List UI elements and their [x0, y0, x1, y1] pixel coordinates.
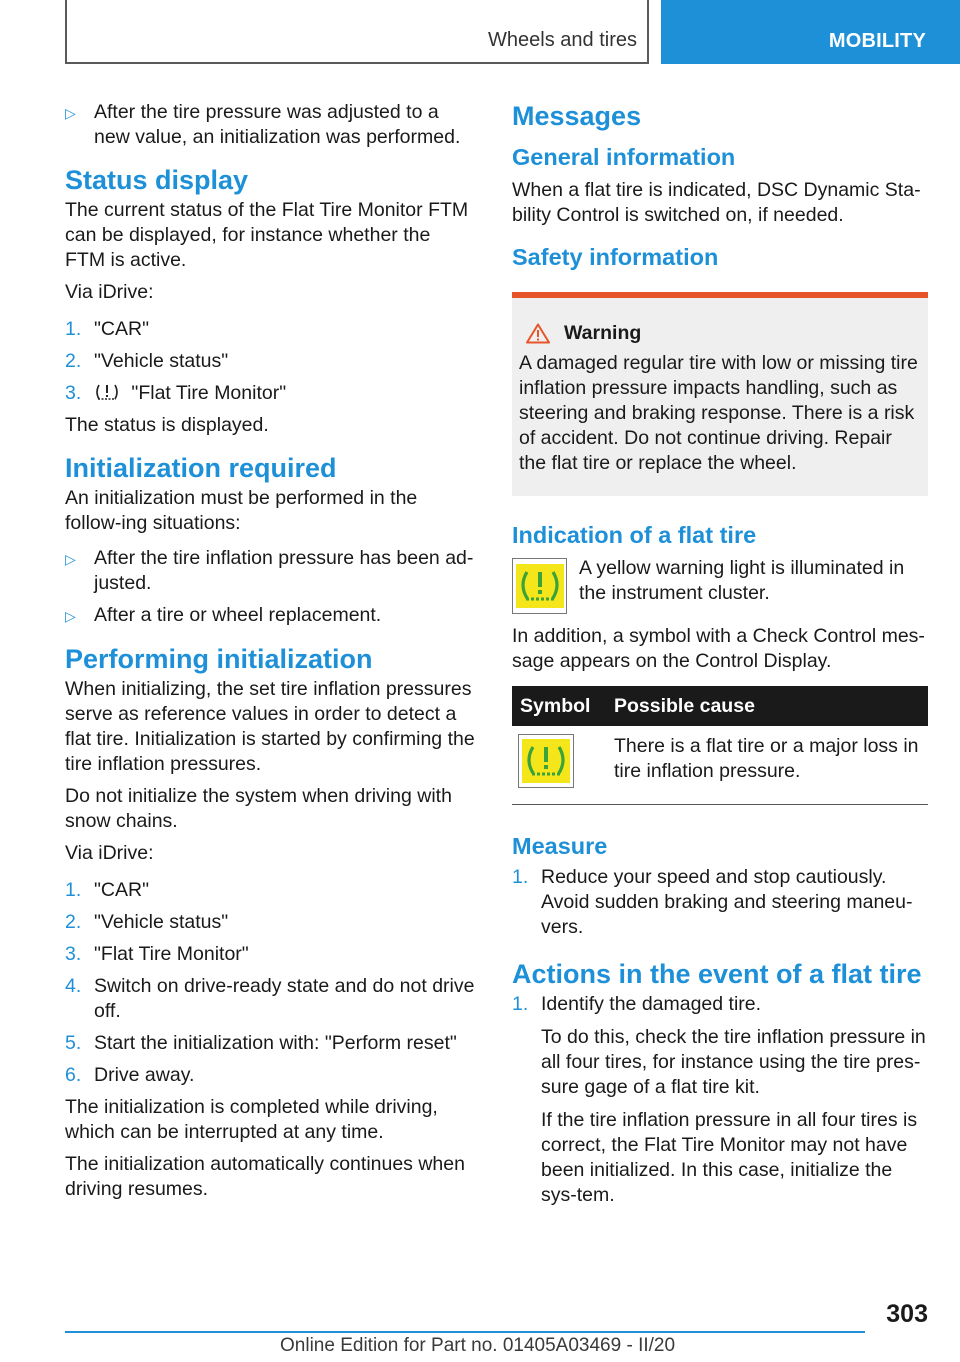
list-item: 6. Drive away. [65, 1064, 195, 1086]
paragraph: The status is displayed. [65, 414, 269, 436]
list-item: 1. Identify the damaged tire. To do this, check the tire inflation pressure in all four tires, for instance using the tire pres-sure gage of a flat tire kit. If the tire inflation pressure in all four tires is correct, the Flat Tire Monitor may not have been initialized. In this case, initialize the sys-tem. [512, 992, 928, 1208]
list-item: ▷ After the tire inflation pressure has been ad-justed. [65, 547, 474, 594]
table-cell-cause: There is a flat tire or a major loss in tire inflation pressure. [606, 726, 928, 805]
paragraph: Via iDrive: [65, 842, 154, 864]
heading-messages: Messages [512, 101, 642, 131]
list-item: 1. "CAR" [65, 318, 150, 340]
indicator-row [512, 556, 928, 614]
heading-measure: Measure [512, 833, 608, 859]
paragraph: The initialization is completed while driving, which can be interrupted at any time. [65, 1096, 438, 1143]
triangle-bullet-icon: ▷ [65, 551, 76, 567]
list-item: 3. "Flat Tire Monitor" [65, 943, 249, 965]
left-column [65, 100, 475, 1209]
heading-general-information: General information [512, 144, 736, 170]
header-chapter-tab [661, 0, 960, 64]
triangle-bullet-icon: ▷ [65, 608, 76, 624]
flat-tire-symbol-icon [518, 734, 574, 788]
paragraph: When initializing, the set tire inflation pressures serve as reference values in order to detect a flat tire. Initialization is started by confirming the tire inflation pressures. [65, 678, 475, 775]
list-item: 1. "CAR" [65, 879, 150, 901]
paragraph: Do not initialize the system when driving with snow chains. [65, 785, 452, 832]
list-item: 5. Start the initialization with: "Perform reset" [65, 1032, 457, 1054]
tire-pressure-icon [94, 382, 120, 402]
list-item: 2. "Vehicle status" [65, 350, 229, 372]
chapter-title: MOBILITY [828, 30, 926, 52]
table-header-cause: Possible cause [606, 686, 928, 726]
table-header-symbol: Symbol [512, 686, 606, 726]
list-item: 4. Switch on drive-ready state and do not drive off. [65, 975, 475, 1022]
footer-divider [65, 1331, 865, 1333]
heading-status-display: Status display [65, 165, 249, 195]
paragraph: In addition, a symbol with a Check Control mes-sage appears on the Control Display. [512, 625, 925, 672]
heading-indication: Indication of a flat tire [512, 522, 757, 548]
section-title: Wheels and tires [488, 29, 637, 51]
paragraph: To do this, check the tire inflation pressure in all four tires, for instance using the tire pres-sure gage of a flat tire kit. [541, 1026, 926, 1098]
triangle-bullet-icon: ▷ [65, 105, 76, 121]
symbol-table [512, 686, 928, 805]
list-item: 3. "Flat Tire Monitor" [65, 382, 287, 404]
heading-actions-flat-tire: Actions in the event of a flat tire [512, 959, 922, 989]
list-item: 2. "Vehicle status" [65, 911, 229, 933]
paragraph: Via iDrive: [65, 281, 154, 303]
page-number: 303 [886, 1300, 928, 1328]
right-column [512, 100, 928, 1215]
warning-text: A damaged regular tire with low or missing tire inflation pressure impacts handling, such as steering and braking response. There is a risk of accident. Do not continue driving. Repair the flat tire or replace the wheel. [519, 352, 918, 474]
list-item: 1. Reduce your speed and stop cautiously. Avoid sudden braking and steering maneu-vers. [512, 866, 913, 938]
paragraph: An initialization must be performed in the follow-ing situations: [65, 487, 418, 534]
list-item: ▷ After a tire or wheel replacement. [65, 603, 475, 629]
list-item: ▷ After the tire pressure was adjusted to a new value, an initialization was performed. [65, 101, 461, 148]
footer-edition: Online Edition for Part no. 01405A03469 - II/20 [280, 1335, 676, 1356]
paragraph: A yellow warning light is illuminated in the instrument cluster. [579, 557, 905, 604]
paragraph: The initialization automatically continues when driving resumes. [65, 1153, 465, 1200]
heading-initialization-required: Initialization required [65, 453, 337, 483]
warning-label: Warning [564, 322, 642, 344]
paragraph: If the tire inflation pressure in all four tires is correct, the Flat Tire Monitor may not have been initialized. In this case, initialize the sys-tem. [541, 1109, 918, 1206]
paragraph: The current status of the Flat Tire Monitor FTM can be displayed, for instance whether the FTM is active. [65, 199, 469, 271]
heading-safety-information: Safety information [512, 244, 719, 270]
warning-triangle-icon [526, 323, 550, 344]
table-row [512, 726, 928, 805]
flat-tire-warning-lamp-icon [512, 558, 567, 614]
heading-performing-initialization: Performing initialization [65, 644, 373, 674]
header-section-box [65, 0, 649, 64]
paragraph: When a flat tire is indicated, DSC Dynamic Sta-bility Control is switched on, if needed. [512, 179, 921, 226]
warning-box [512, 292, 928, 496]
